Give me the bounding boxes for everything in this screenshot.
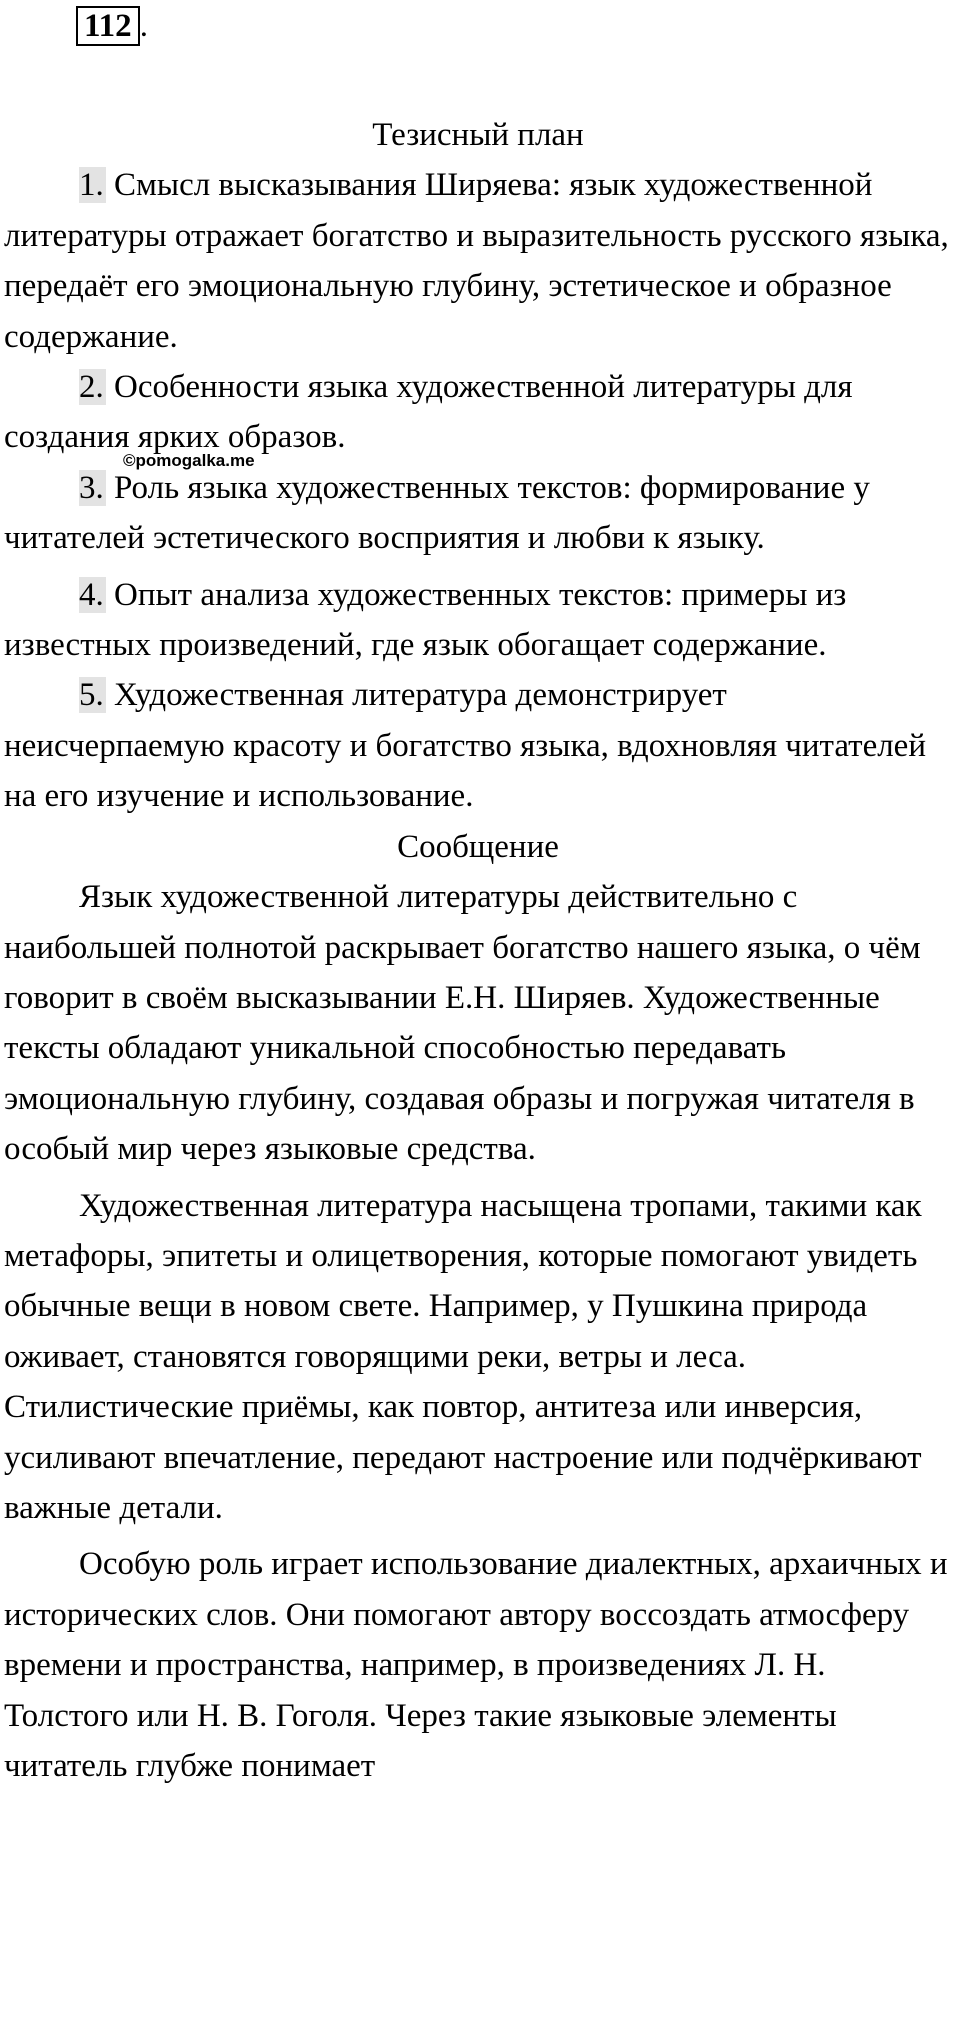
- plan-item: [4, 362, 952, 463]
- plan-title: Тезисный план: [372, 117, 584, 153]
- plan-item-text: Роль языка художественных текстов: формирование у читателей эстетического восприятия и любви к языку.: [4, 469, 870, 557]
- watermark-text: ©pomogalka.me: [123, 451, 255, 470]
- plan-item: [4, 670, 952, 821]
- plan-item-number: 5.: [79, 677, 104, 714]
- plan-item: [4, 160, 952, 362]
- plan-item-number: 4.: [79, 576, 104, 613]
- plan-item-number: 3.: [79, 469, 104, 506]
- message-paragraph: Язык художественной литературы действительно с наибольшей полнотой раскрывает богатство нашего языка, о чём говорит в своём высказывании Е.Н. Ширяев. Художественные тексты обладают уникальной способностью передавать эмоциональную глубину, создавая образы и погружая читателя в особый мир через языковые средства.: [4, 879, 921, 1168]
- plan-item-number: 2.: [79, 369, 104, 406]
- plan-item-text: Особенности языка художественной литературы для создания ярких образов.: [4, 369, 853, 456]
- document-body: [4, 110, 952, 1791]
- plan-item-text: Художественная литература демонстрирует неисчерпаемую красоту и богатство языка, вдохновляя читателей на его изучение и использование.: [4, 677, 926, 815]
- task-number: [76, 6, 148, 46]
- plan-item-text: Опыт анализа художественных текстов: примеры из известных произведений, где язык обогащает содержание.: [4, 576, 847, 664]
- task-number-suffix: .: [139, 8, 148, 44]
- plan-item: [4, 463, 952, 564]
- message-paragraph: Особую роль играет использование диалектных, архаичных и исторических слов. Они помогают автору воссоздать атмосферу времени и пространства, например, в произведениях Л. Н. Толстого или Н. В. Гоголя. Через такие языковые элементы читатель глубже понимает: [4, 1546, 948, 1784]
- task-number-box: 112: [76, 6, 140, 46]
- plan-item-text: Смысл высказывания Ширяева: язык художественной литературы отражает богатство и выразительность русского языка, передаёт его эмоциональную глубину, эстетическое и образное содержание.: [4, 167, 949, 355]
- message-title: Сообщение: [397, 828, 559, 865]
- plan-item-number: 1.: [79, 167, 104, 204]
- message-paragraph: Художественная литература насыщена тропами, такими как метафоры, эпитеты и олицетворения, которые помогают увидеть обычные вещи в новом свете. Например, у Пушкина природа оживает, становятся говорящими реки, ветры и леса. Стилистические приёмы, как повтор, антитеза или инверсия, усиливают впечатление, передают настроение или подчёркивают важные детали.: [4, 1187, 922, 1526]
- plan-item: [4, 570, 952, 671]
